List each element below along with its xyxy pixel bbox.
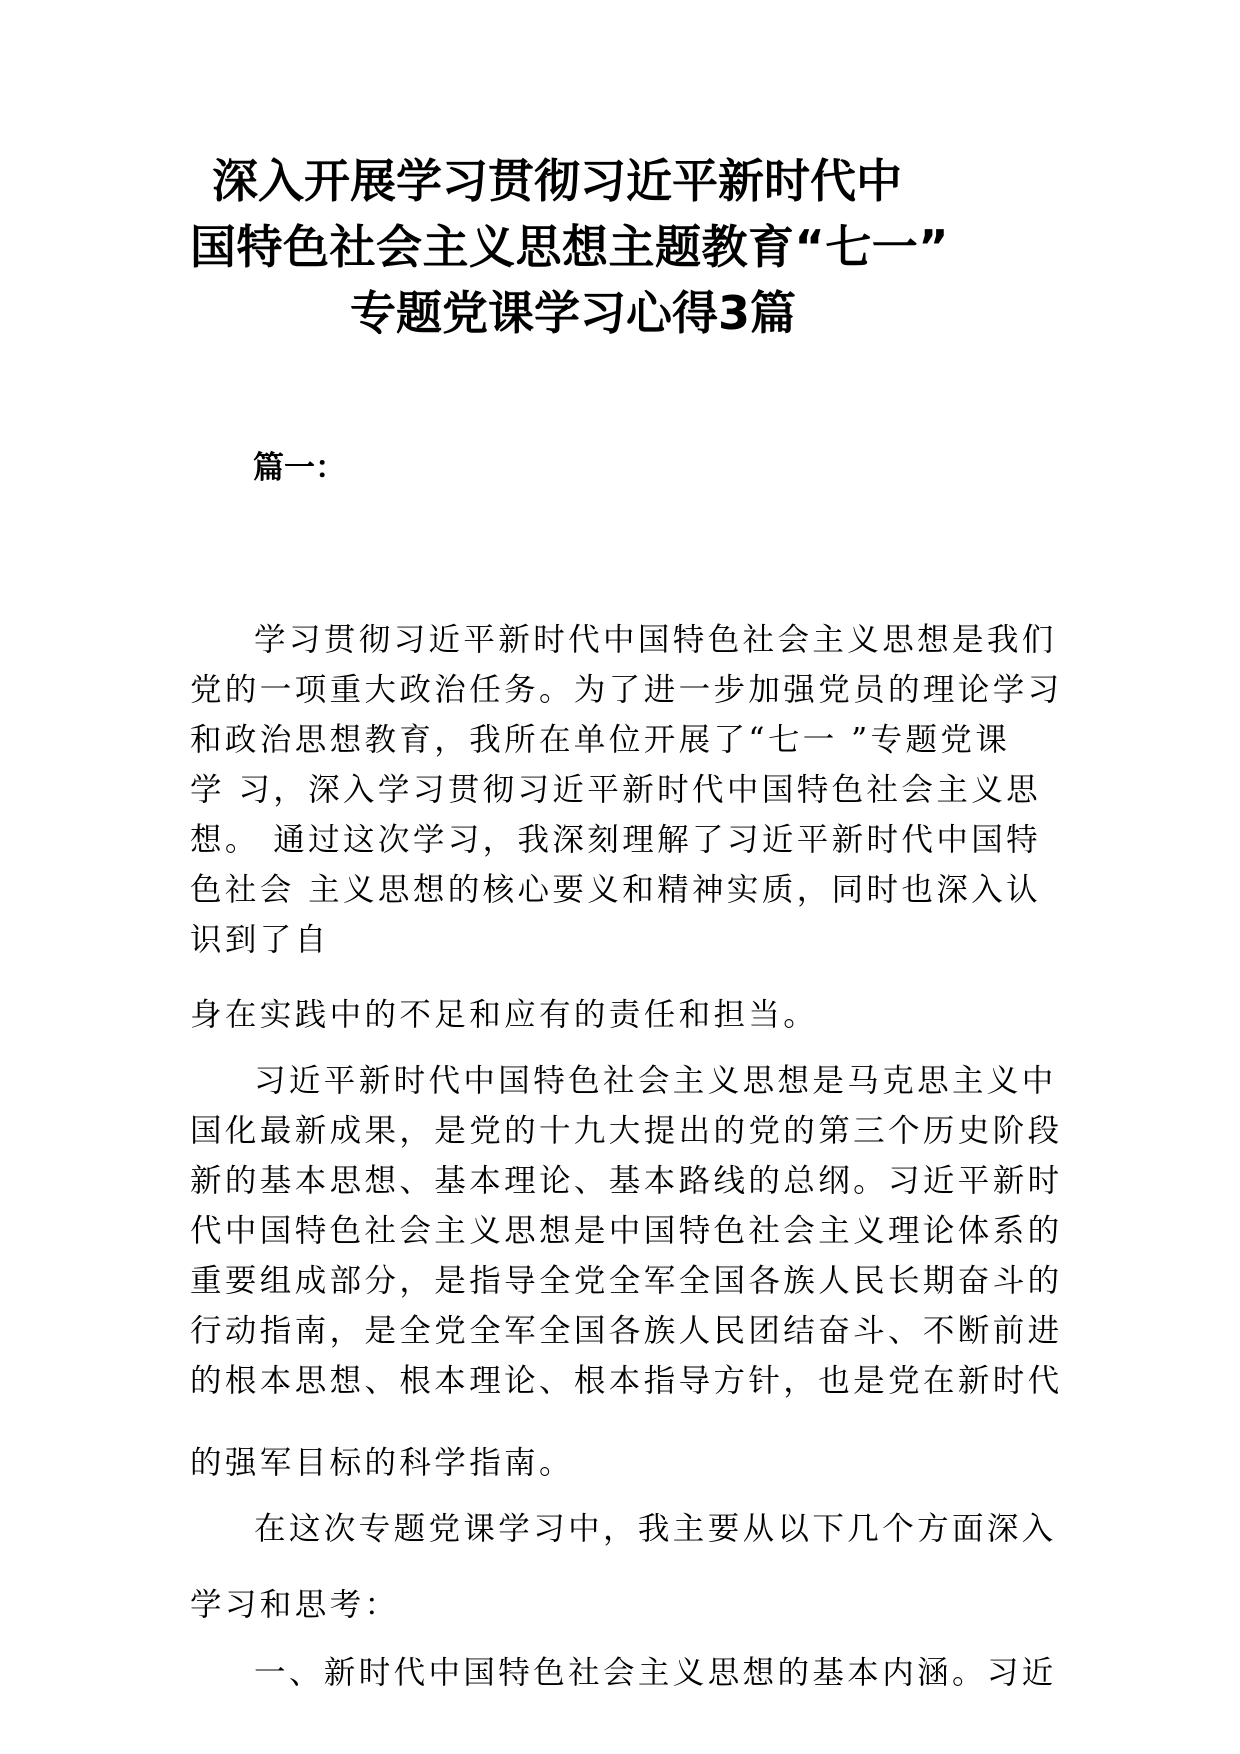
paragraph-line: 学 习，深入学习贯彻习近平新时代中国特色社会主义思 — [190, 772, 1042, 808]
paragraph-line: 国化最新成果，是党的十九大提出的党的第三个历史阶段 — [190, 1113, 1063, 1149]
paragraph-2-continuation — [190, 1438, 1050, 1488]
paragraph-line: 识到了自 — [190, 922, 330, 958]
title-line-1: 深入开展学习贯彻习近平新时代中 — [212, 154, 902, 208]
paragraph-line: 身在实践中的不足和应有的责任和担当。 — [190, 997, 819, 1033]
paragraph-line: 和政治思想教育，我所在单位开展了“七一 ”专题党课 — [190, 722, 1011, 758]
paragraph-line: 党的一项重大政治任务。为了进一步加强党员的理论学习 — [190, 672, 1063, 708]
paragraph-line: 学习贯彻习近平新时代中国特色社会主义思想是我们 — [254, 622, 1057, 658]
paragraph-3 — [190, 1504, 1057, 1554]
paragraph-line: 的根本思想、根本理论、根本指导方针，也是党在新时代 — [190, 1363, 1063, 1399]
paragraph-1-continuation — [190, 990, 1050, 1040]
paragraph-3-continuation — [190, 1580, 1050, 1630]
paragraph-1 — [190, 615, 1063, 965]
paragraph-line: 重要组成部分，是指导全党全军全国各族人民长期奋斗的 — [190, 1263, 1063, 1299]
paragraph-line: 新的基本思想、基本理论、基本路线的总纲。习近平新时 — [190, 1163, 1063, 1199]
paragraph-4 — [190, 1648, 1057, 1698]
paragraph-line: 代中国特色社会主义思想是中国特色社会主义理论体系的 — [190, 1213, 1063, 1249]
section-heading: 篇一： — [253, 450, 346, 486]
paragraph-line: 一、新时代中国特色社会主义思想的基本内涵。习近 — [254, 1655, 1057, 1691]
paragraph-line: 想。 通过这次学习，我深刻理解了习近平新时代中国特 — [190, 822, 1042, 858]
paragraph-line: 习近平新时代中国特色社会主义思想是马克思主义中 — [254, 1063, 1057, 1099]
title-line-2: 国特色社会主义思想主题教育“七一” — [190, 220, 949, 274]
paragraph-line: 学习和思考： — [190, 1587, 400, 1623]
paragraph-line: 的强军目标的科学指南。 — [190, 1445, 574, 1481]
paragraph-line: 行动指南，是全党全军全国各族人民团结奋斗、不断前进 — [190, 1313, 1063, 1349]
title-line-3: 专题党课学习心得3篇 — [350, 286, 797, 340]
document-title — [150, 148, 1090, 346]
paragraph-2 — [190, 1056, 1063, 1406]
paragraph-line: 在这次专题党课学习中，我主要从以下几个方面深入 — [254, 1511, 1057, 1547]
paragraph-line: 色社会 主义思想的核心要义和精神实质，同时也深入认 — [190, 872, 1042, 908]
